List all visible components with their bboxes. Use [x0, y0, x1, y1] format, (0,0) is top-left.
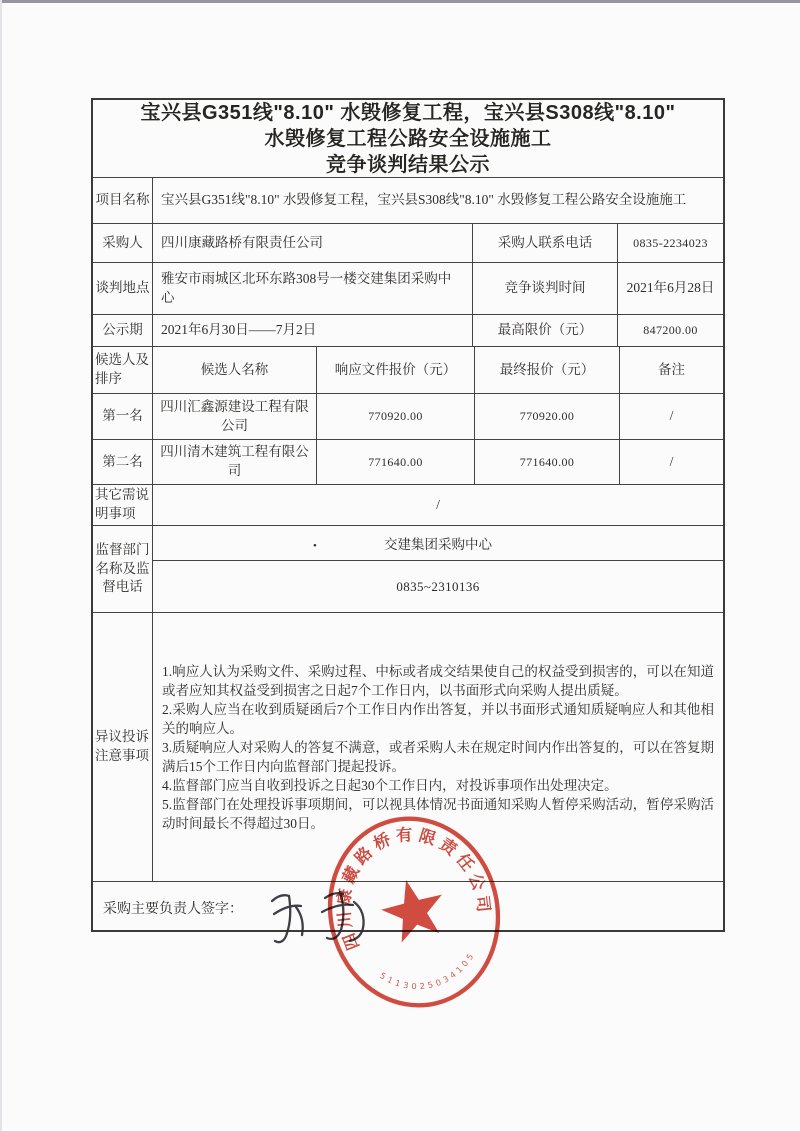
project-name-label: 项目名称	[93, 178, 153, 223]
objection-item-2: 2.采购人应当在收到质疑函后7个工作日内作出答复，并以书面形式通知质疑响应人和其他相关的响应人。	[162, 701, 714, 736]
candidate-name-header: 候选人名称	[153, 347, 317, 393]
other-notes-value: /	[436, 496, 440, 512]
candidate-rank: 第二名	[93, 440, 153, 484]
svg-text:5113025034105	[376, 947, 482, 1001]
document-title	[93, 100, 723, 178]
candidate-rank: 第一名	[93, 394, 153, 439]
candidate-bid-header: 响应文件报价（元）	[317, 347, 475, 393]
candidate-remark-header: 备注	[658, 361, 685, 377]
purchaser-value: 四川康藏路桥有限责任公司	[153, 224, 473, 262]
candidate-remark: /	[669, 453, 674, 469]
stamp-star-icon	[376, 872, 451, 945]
procurement-result-announcement	[91, 98, 725, 932]
stray-dot-mark: •	[313, 540, 317, 552]
objection-item-1: 1.响应人认为采购文件、采购过程、中标或者成交结果使自己的权益受到损害的，可以在知道或者应知其权益受到损害之日起7个工作日内，以书面形式向采购人提出质疑。	[162, 663, 714, 698]
stamp-company-text: 四川康藏路桥有限责任公司	[333, 824, 494, 953]
row-purchaser	[93, 224, 723, 263]
scan-top-edge	[0, 0, 800, 3]
candidate-final-bid: 771640.00	[475, 440, 620, 484]
supervisor-content	[153, 526, 723, 612]
candidate-bid: 771640.00	[317, 440, 475, 484]
purchaser-label: 采购人	[93, 224, 153, 262]
objection-item-4: 4.监督部门应当自收到投诉之日起30个工作日内，对投诉事项作出处理决定。	[162, 777, 618, 793]
title-line-3: 竞争谈判结果公示	[326, 153, 490, 176]
scan-left-edge	[0, 0, 2, 1131]
candidate-remark: /	[669, 408, 674, 424]
supervisor-label: 监督部门名称及监督电话	[93, 526, 153, 612]
max-price-label: 最高限价（元）	[473, 315, 618, 346]
objection-label: 异议投诉注意事项	[93, 613, 153, 881]
candidate-row-1	[93, 394, 723, 440]
candidate-name: 四川清木建筑工程有限公司	[153, 440, 317, 484]
signature-label: 采购主要负责人签字：	[103, 902, 243, 917]
purchaser-phone-value: 0835-2234023	[633, 235, 708, 250]
title-line-1: 宝兴县G351线"8.10" 水毁修复工程，宝兴县S308线"8.10"	[140, 101, 676, 124]
objection-item-3: 3.质疑响应人对采购人的答复不满意，或者采购人未在规定时间内作出答复的，可以在答复期满后15个工作日内向监督部门提起投诉。	[162, 739, 714, 774]
publicity-label: 公示期	[93, 315, 153, 346]
row-other-notes	[93, 485, 723, 526]
purchaser-phone-label: 采购人联系电话	[473, 224, 618, 262]
row-supervisor	[93, 526, 723, 613]
negotiation-time-value: 2021年6月28日	[626, 280, 715, 296]
candidate-row-2	[93, 440, 723, 485]
negotiation-time-label: 竞争谈判时间	[473, 263, 618, 314]
candidate-bid: 770920.00	[317, 394, 475, 439]
supervisor-name-cell	[153, 526, 723, 561]
objection-item-5: 5.监督部门在处理投诉事项期间，可以视具体情况书面通知采购人暂停采购活动，暂停采购活动时间最长不得超过30日。	[162, 796, 714, 831]
max-price-value: 847200.00	[643, 323, 698, 338]
project-name-value: 宝兴县G351线"8.10" 水毁修复工程，宝兴县S308线"8.10" 水毁修复工程公路安全设施施工	[161, 192, 687, 208]
company-seal-stamp	[322, 810, 506, 1014]
candidate-name: 四川汇鑫源建设工程有限公司	[153, 394, 317, 439]
stamp-code-text: 5113025034105	[378, 949, 478, 992]
row-publicity-period	[93, 315, 723, 347]
venue-value: 雅安市雨城区北环东路308号一楼交建集团采购中心	[153, 263, 473, 314]
row-project-name	[93, 178, 723, 224]
publicity-value: 2021年6月30日——7月2日	[153, 315, 473, 346]
title-line-2: 水毁修复工程公路安全设施施工	[264, 127, 552, 150]
supervisor-phone: 0835~2310136	[396, 578, 480, 594]
other-notes-label: 其它需说明事项	[93, 485, 153, 525]
venue-label: 谈判地点	[93, 263, 153, 314]
candidate-final-bid: 770920.00	[475, 394, 620, 439]
row-negotiation-venue	[93, 263, 723, 315]
candidate-final-header: 最终报价（元）	[475, 347, 620, 393]
supervisor-name: 交建集团采购中心	[384, 537, 492, 552]
candidates-rank-header: 候选人及排序	[93, 347, 153, 393]
row-candidates-header	[93, 347, 723, 394]
